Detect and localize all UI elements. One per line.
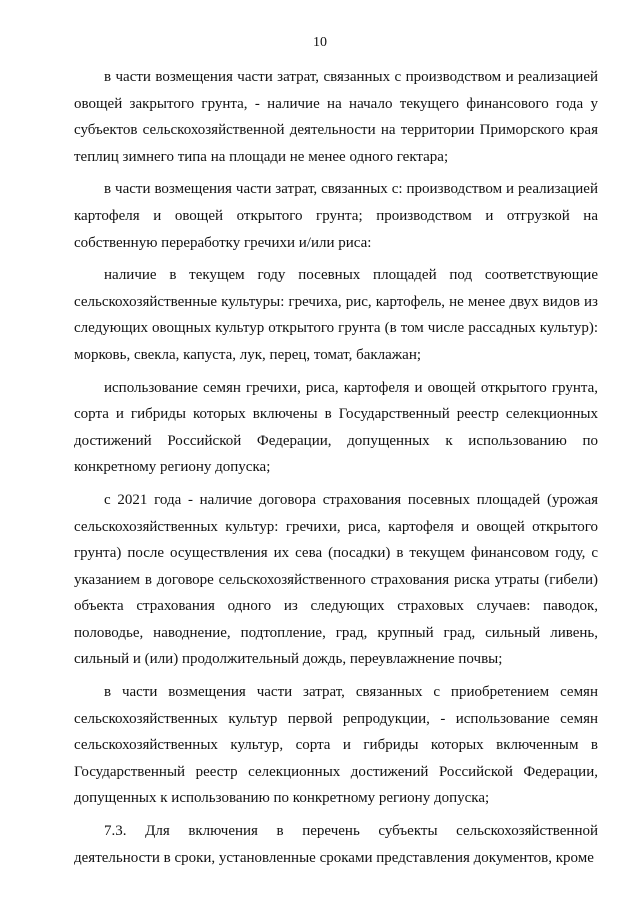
paragraph-3: наличие в текущем году посевных площадей под соответствующие сельскохозяйственные культуры: гречиха, рис, картофель, не менее двух видов из следующих овощных культур открытого грунта (в том числе рассадных культур): морковь, свекла, капуста, лук, перец, томат, баклажан; [74,267,598,363]
paragraph-6: в части возмещения части затрат, связанных с приобретением семян сельскохозяйственных культур первой репродукции, - использование семян сельскохозяйственных культур, сорта и гибриды которых включенным в Государственный реестр селекционных достижений Российской Федерации, допущенных к использованию по конкретному региону допуска; [74,684,598,807]
paragraph-7: 7.3. Для включения в перечень субъекты сельскохозяйственной деятельности в сроки, установленные сроками представления документов, кроме [74,823,598,866]
paragraph-1: в части возмещения части затрат, связанных с производством и реализацией овощей закрытого грунта, - наличие на начало текущего финансового года у субъектов сельскохозяйственной деятельности на территории Приморского края теплиц зимнего типа на площади не менее одного гектара; [74,69,598,165]
paragraph-4: использование семян гречихи, риса, картофеля и овощей открытого грунта, сорта и гибриды которых включены в Государственный реестр селекционных достижений Российской Федерации, допущенных к использованию по конкретному региону допуска; [74,379,598,476]
document-body [74,64,598,877]
paragraph-2: в части возмещения части затрат, связанных с: производством и реализацией картофеля и овощей открытого грунта; производством и отгрузкой на собственную переработку гречихи и/или риса: [74,181,598,251]
page-number: 10 [313,35,327,50]
paragraph-5: с 2021 года - наличие договора страхования посевных площадей (урожая сельскохозяйственных культур: гречихи, риса, картофеля и овощей открытого грунта) после осуществления их сева (посадки) в текущем финансовом году, с указанием в договоре сельскохозяйственного страхования риска утраты (гибели) объекта страхования одного из следующих страховых случаев: паводок, половодье, наводнение, подтопление, град, крупный град, сильный ливень, сильный и (или) продолжительный дождь, переувлажнение почвы; [74,491,598,668]
